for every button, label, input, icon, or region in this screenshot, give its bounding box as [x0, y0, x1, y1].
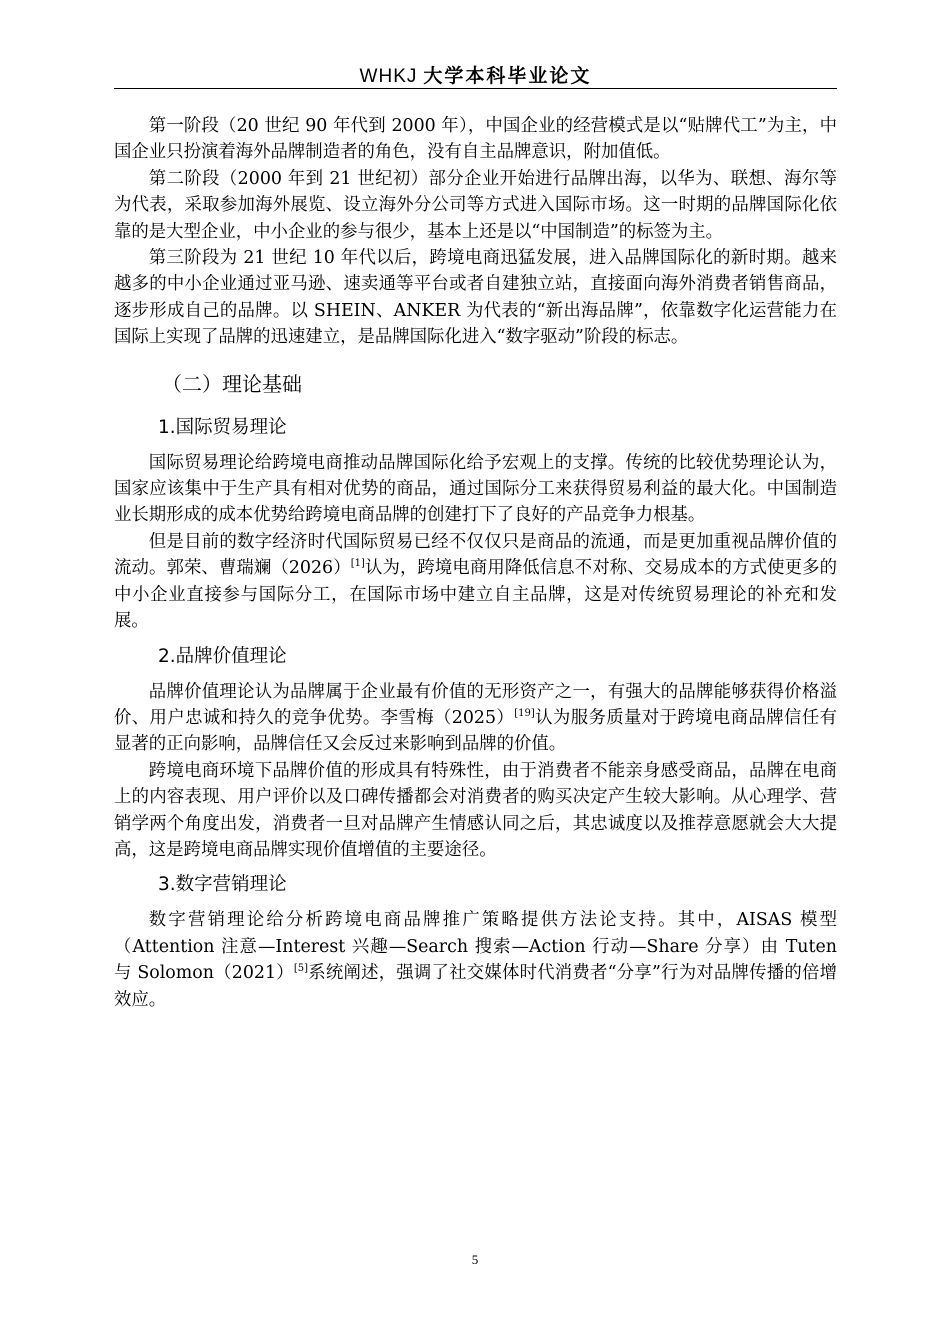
- trade-theory-paragraph-1: 国际贸易理论给跨境电商推动品牌国际化给予宏观上的支撑。传统的比较优势理论认为，国家应该集中于生产具有相对优势的商品，通过国际分工来获得贸易利益的最大化。中国制造业长期形成的成本优势给跨境电商品牌的创建打下了良好的产品竞争力根基。: [114, 452, 837, 526]
- document-body: [114, 113, 837, 1013]
- stage-one-paragraph: 第一阶段（20 世纪 90 年代到 2000 年），中国企业的经营模式是以“贴牌代工”为主，中国企业只扮演着海外品牌制造者的角色，没有自主品牌意识，附加值低。: [114, 116, 837, 163]
- brand-value-paragraph-1: [114, 679, 837, 758]
- trade-theory-text-b: 认为，跨境电商用降低信息不对称、交易成本的方式使更多的中小企业直接参与国际分工，在国际市场中建立自主品牌，这是对传统贸易理论的补充和发展。: [114, 558, 837, 632]
- digital-marketing-text-a: 数字营销理论给分析跨境电商品牌推广策略提供方法论支持。其中，AISAS 模型（Attention 注意—Interest 兴趣—Search 搜索—Action 行动—Share 分享）由 Tuten 与 Solomon（2021）: [114, 910, 837, 984]
- citation-ref: [5]: [293, 963, 309, 975]
- digital-marketing-text-b: 系统阐述，强调了社交媒体时代消费者“分享”行为对品牌传播的倍增效应。: [114, 963, 837, 1010]
- header-rule: [114, 88, 837, 89]
- section-heading-theory: （二）理论基础: [162, 371, 302, 396]
- brand-value-paragraph-2: 跨境电商环境下品牌价值的形成具有特殊性，由于消费者不能亲身感受商品，品牌在电商上的内容表现、用户评价以及口碑传播都会对消费者的购买决定产生较大影响。从心理学、营销学两个角度出发，消费者一旦对品牌产生情感认同之后，其忠诚度以及推荐意愿就会大大提高，这是跨境电商品牌实现价值增值的主要途径。: [114, 760, 837, 860]
- header-title: 大学本科毕业论文: [423, 65, 592, 87]
- header-code: WHKJ: [359, 66, 418, 87]
- citation-ref: [19]: [514, 707, 535, 719]
- subsection-heading-trade-theory: 1.国际贸易理论: [158, 416, 287, 438]
- page-header: [114, 64, 837, 88]
- brand-value-text-a: 品牌价值理论认为品牌属于企业最有价值的无形资产之一，有强大的品牌能够获得价格溢价、用户忠诚和持久的竞争优势。李雪梅（2025）: [114, 681, 837, 728]
- stage-three-paragraph: 第三阶段为 21 世纪 10 年代以后，跨境电商迅猛发展，进入品牌国际化的新时期。越来越多的中小企业通过亚马逊、速卖通等平台或者自建独立站，直接面向海外消费者销售商品，逐步形成自己的品牌。以 SHEIN、ANKER 为代表的“新出海品牌”，依靠数字化运营能力在国际上实现了品牌的迅速建立，是品牌国际化进入“数字驱动”阶段的标志。: [114, 248, 837, 348]
- subsection-heading-brand-value: 2.品牌价值理论: [158, 645, 287, 667]
- trade-theory-paragraph-2: [114, 529, 837, 635]
- stage-two-paragraph: 第二阶段（2000 年到 21 世纪初）部分企业开始进行品牌出海，以华为、联想、海尔等为代表，采取参加海外展览、设立海外分公司等方式进入国际市场。这一时期的品牌国际化依靠的是大型企业，中小企业的参与很少，基本上还是以“中国制造”的标签为主。: [114, 168, 837, 242]
- brand-value-text-b: 认为服务质量对于跨境电商品牌信任有显著的正向影响，品牌信任又会反过来影响到品牌的价值。: [114, 707, 837, 755]
- subsection-heading-digital-marketing: 3.数字营销理论: [158, 874, 287, 896]
- digital-marketing-paragraph: [114, 907, 837, 1013]
- trade-theory-text-a: 但是目前的数字经济时代国际贸易已经不仅仅只是商品的流通，而是更加重视品牌价值的流动。郭荣、曹瑞斓（2026）: [114, 531, 837, 579]
- page-number: 5: [471, 1252, 479, 1267]
- citation-ref: [1]: [350, 558, 365, 570]
